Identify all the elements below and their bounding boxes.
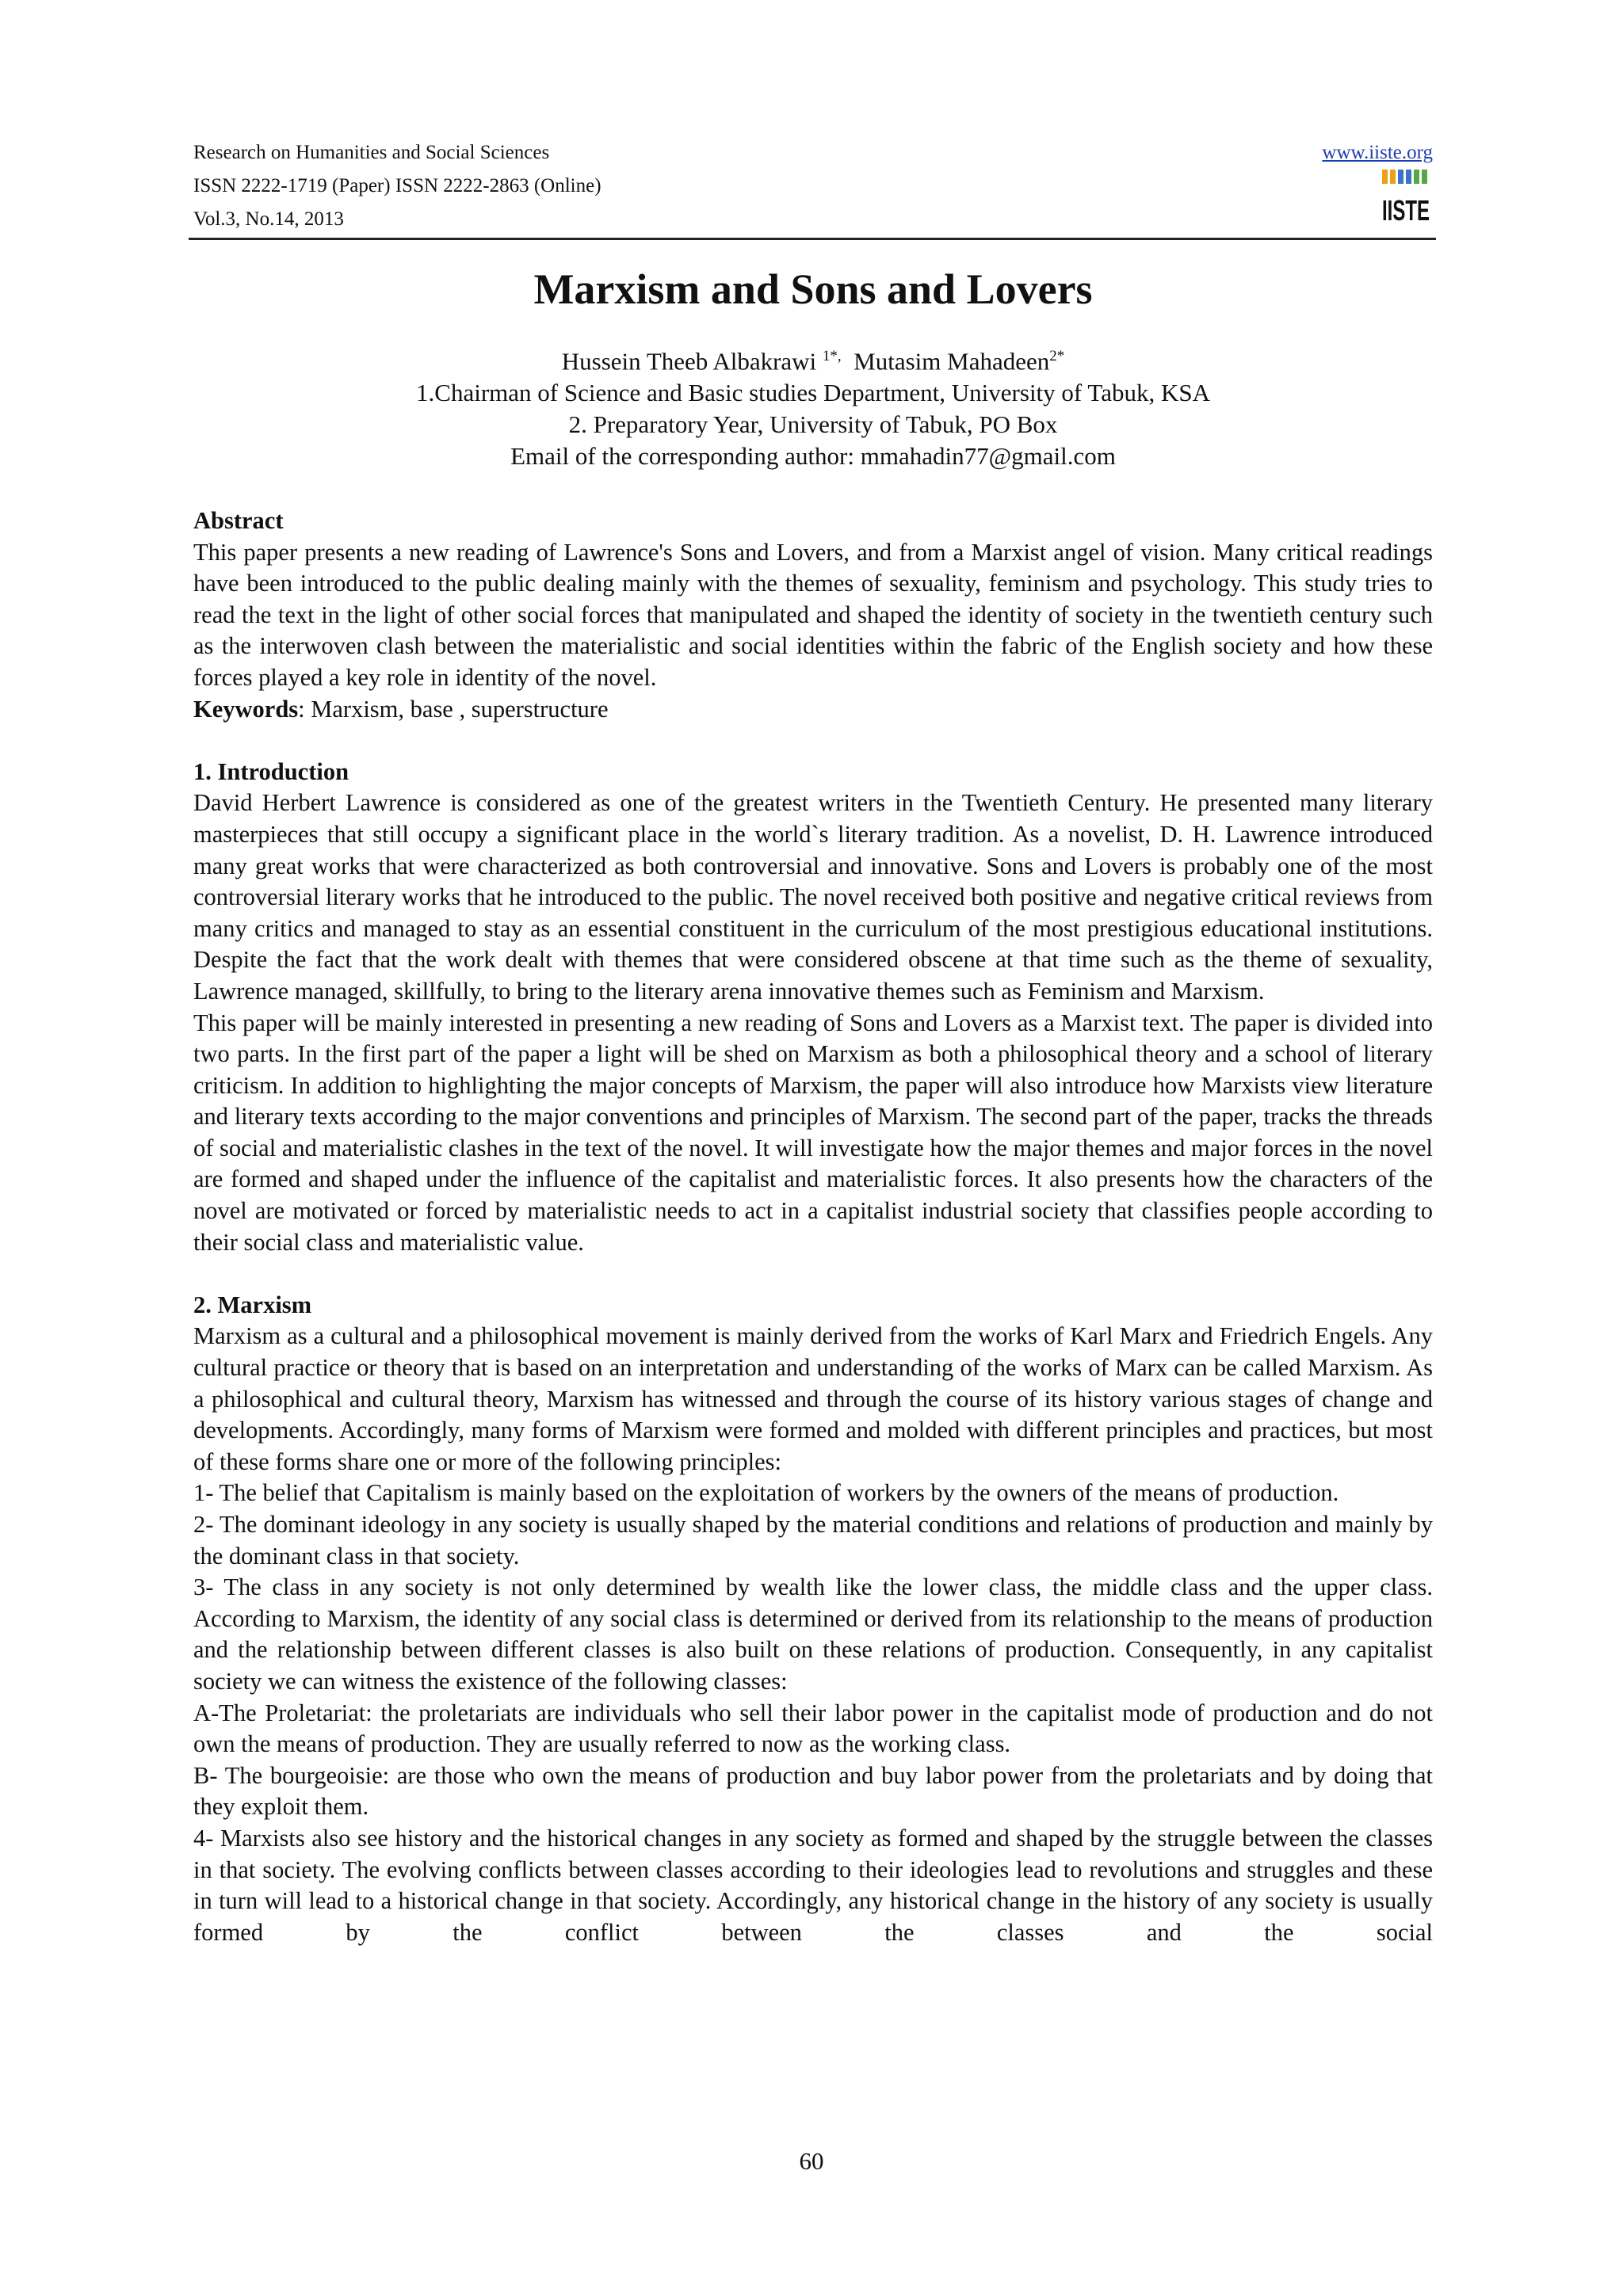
corresponding-email: Email of the corresponding author: mmahadin77@gmail.com <box>510 442 1116 471</box>
abstract-heading: Abstract <box>193 507 284 534</box>
intro-paragraph-2: This paper will be mainly interested in presenting a new reading of Sons and Lovers as a Marxist text. The paper is divided into two parts. In the first part of the paper a light will be shed on Marxism as both a philosophical theory and a school of literary criticism. In addition to highlighting the major concepts of Marxism, the paper will also introduce how Marxists view literature and literary texts according to the major conventions and principles of Marxism. The second part of the paper, tracks the threads of social and materialistic clashes in the text of the novel. It will investigate how the major themes and major forces in the novel are formed and shaped under the influence of the capitalist and materialistic forces. It also presents how the characters of the novel are motivated or forced by materialistic needs to act in a capitalist industrial society that classifies people according to their social class and materialistic value. <box>193 1009 1433 1256</box>
class-proletariat: A-The Proletariat: the proletariats are individuals who sell their labor power in the capitalist mode of production and do not own the means of production. They are usually referred to now as the working class. <box>193 1699 1433 1758</box>
author-1: Hussein Theeb Albakrawi <box>561 347 817 376</box>
abstract-text: This paper presents a new reading of Lawrence's Sons and Lovers, and from a Marxist angel of vision. Many critical readings have been introduced to the public dealing mainly with the themes of sexuality, feminism and psychology. This study tries to read the text in the light of other social forces that manipulated and shaped the identity of society in the twentieth century such as the interwoven clash between the materialistic and social identities within the fabric of the English society and how these forces played a key role in identity of the novel. <box>193 538 1433 691</box>
author-block <box>193 341 1433 472</box>
author-1-sup: 1*, <box>822 348 842 364</box>
page-number: 60 <box>799 2147 824 2175</box>
class-bourgeoisie: B- The bourgeoisie: are those who own the means of production and buy labor power from the proletariats and by doing that they exploit them. <box>193 1761 1433 1821</box>
principle-4: 4- Marxists also see history and the historical changes in any society as formed and shaped by the struggle between the classes in that society. The evolving conflicts between classes according to their ideologies lead to revolutions and struggles and these in turn will lead to a historical change in that society. Accordingly, any historical change in the history of any society is usually formed by the conflict between the classes and the social <box>193 1824 1433 1946</box>
author-2-sup: 2* <box>1049 348 1065 364</box>
website-link[interactable]: www.iiste.org <box>1322 142 1433 163</box>
marxism-paragraph-1: Marxism as a cultural and a philosophical movement is mainly derived from the works of Karl Marx and Friedrich Engels. Any cultural practice or theory that is based on an interpretation and understanding of the works of Marx can be called Marxism. As a philosophical and cultural theory, Marxism has witnessed and through the course of its history various stages of change and developments. Accordingly, many forms of Marxism were formed and molded with different principles and practices, but most of these forms share one or more of the following principles: <box>193 1322 1433 1475</box>
journal-name: Research on Humanities and Social Sciences <box>193 142 550 163</box>
keywords-line <box>193 694 1433 726</box>
svg-text:IISTE: IISTE <box>1382 194 1430 227</box>
intro-paragraph-1: David Herbert Lawrence is considered as one of the greatest writers in the Twentieth Century. He presented many literary masterpieces that still occupy a significant place in the world`s literary tradition. As a novelist, D. H. Lawrence introduced many great works that were characterized as both controversial and innovative. Sons and Lovers is probably one of the most controversial literary works that he introduced to the public. The novel received both positive and negative critical reviews from many critics and managed to stay as an essential constituent in the curriculum of the most prestigious educational institutions. Despite the fact that the work dealt with themes that were considered obscene at that time such as the theme of sexuality, Lawrence managed, skillfully, to bring to the literary arena innovative themes such as Feminism and Marxism. <box>193 789 1433 1005</box>
author-line <box>193 341 1433 377</box>
intro-heading: 1. Introduction <box>193 757 349 785</box>
paper-body <box>193 505 1433 1948</box>
keywords-label: Keywords <box>193 695 299 723</box>
principle-2: 2- The dominant ideology in any society is usually shaped by the material conditions and relations of production and mainly by the dominant class in that society. <box>193 1511 1433 1569</box>
keywords-values: : Marxism, base , superstructure <box>298 695 609 723</box>
author-2: Mutasim Mahadeen <box>854 347 1050 376</box>
affiliation-1: 1.Chairman of Science and Basic studies Department, University of Tabuk, KSA <box>416 379 1210 407</box>
iiste-logo-icon <box>1381 168 1431 228</box>
affiliation-2: 2. Preparatory Year, University of Tabuk, PO Box <box>568 410 1058 439</box>
journal-header <box>193 136 1433 236</box>
journal-volume: Vol.3, No.14, 2013 <box>193 208 344 230</box>
principle-3: 3- The class in any society is not only determined by wealth like the lower class, the middle class and the upper class. According to Marxism, the identity of any social class is determined or derived from its relationship to the means of production and the relationship between different classes is also built on these relations of production. Consequently, in any capitalist society we can witness the existence of the following classes: <box>193 1573 1433 1695</box>
marxism-heading: 2. Marxism <box>193 1291 312 1318</box>
journal-issn: ISSN 2222-1719 (Paper) ISSN 2222-2863 (Online) <box>193 175 601 196</box>
paper-title: Marxism and Sons and Lovers <box>533 265 1093 313</box>
header-rule <box>189 238 1436 240</box>
principle-1: 1- The belief that Capitalism is mainly based on the exploitation of workers by the owners of the means of production. <box>193 1479 1339 1507</box>
